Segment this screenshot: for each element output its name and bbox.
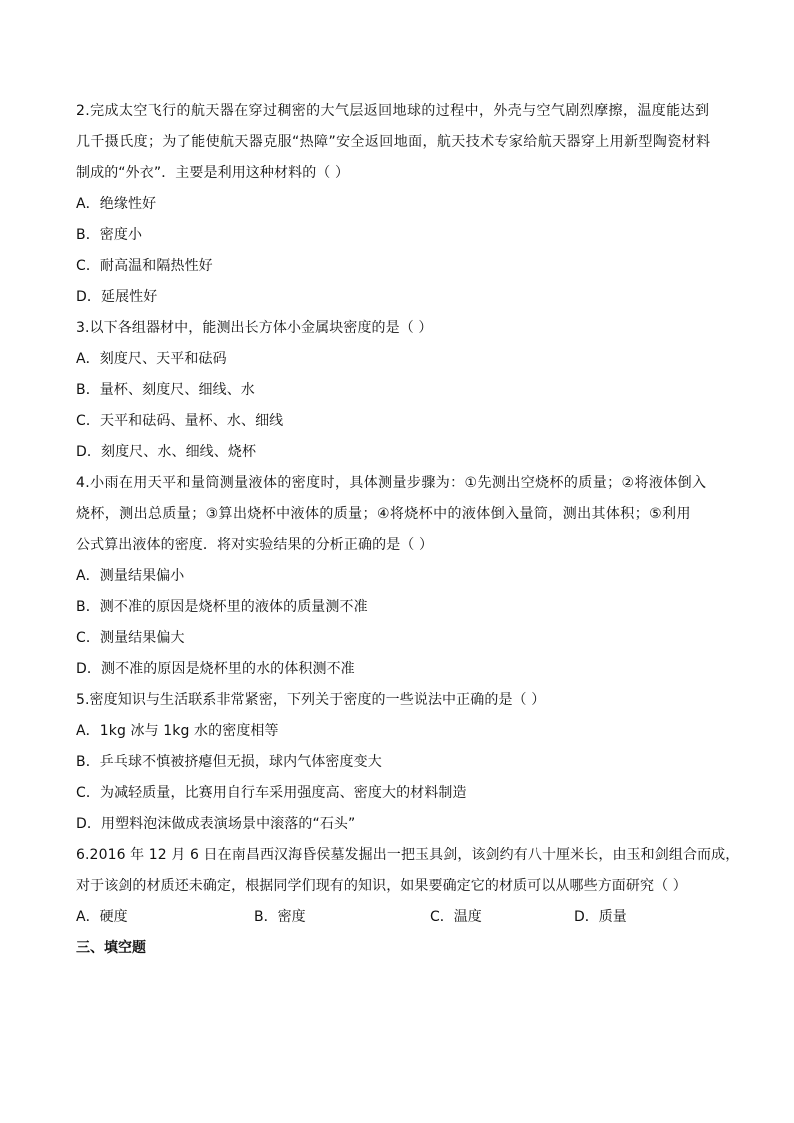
- question-2-stem-line-1: 2.完成太空飞行的航天器在穿过稠密的大气层返回地球的过程中，外壳与空气剧烈摩擦，温度能达到: [76, 103, 710, 119]
- question-3-stem-line-1: 3.以下各组器材中，能测出长方体小金属块密度的是（ ）: [76, 320, 433, 336]
- question-6-option-c: C．温度: [430, 909, 482, 925]
- question-4-option-c: C．测量结果偏大: [76, 630, 185, 646]
- section-heading-fill-in-blank: 三、填空题: [76, 940, 146, 956]
- question-list: [76, 96, 740, 964]
- question-4-option-d: D．测不准的原因是烧杯里的水的体积测不准: [76, 661, 355, 677]
- question-4-option-b: B．测不准的原因是烧杯里的液体的质量测不准: [76, 599, 368, 615]
- question-5-option-a: A．1kg 冰与 1kg 水的密度相等: [76, 723, 279, 739]
- question-6-option-b: B．密度: [254, 909, 306, 925]
- question-5: [76, 685, 726, 840]
- question-4-stem-line-1: 4.小雨在用天平和量筒测量液体的密度时，具体测量步骤为：①先测出空烧杯的质量；②将液体倒入: [76, 475, 707, 491]
- question-2-option-a: A．绝缘性好: [76, 196, 157, 212]
- question-6-option-a: A．硬度: [76, 909, 128, 925]
- question-5-option-b: B．乒乓球不慎被挤瘪但无损，球内气体密度变大: [76, 754, 382, 770]
- question-2-option-c: C．耐高温和隔热性好: [76, 258, 213, 274]
- question-5-stem-line-1: 5.密度知识与生活联系非常紧密，下列关于密度的一些说法中正确的是（ ）: [76, 692, 546, 708]
- question-3: [76, 313, 726, 468]
- question-2-stem-line-3: 制成的“外衣”．主要是利用这种材料的（ ）: [76, 165, 350, 181]
- question-2-option-d: D．延展性好: [76, 289, 158, 305]
- question-6-stem-line-1: 6.2016 年 12 月 6 日在南昌西汉海昏侯墓发掘出一把玉具剑，该剑约有八十厘米长，由玉和剑组合而成，: [76, 847, 740, 863]
- question-6-option-d: D．质量: [574, 909, 627, 925]
- question-5-option-c: C．为减轻质量，比赛用自行车采用强度高、密度大的材料制造: [76, 785, 467, 801]
- question-6: [76, 840, 740, 933]
- question-3-option-a: A．刻度尺、天平和砝码: [76, 351, 227, 367]
- question-5-option-d: D．用塑料泡沫做成表演场景中滚落的“石头”: [76, 816, 356, 832]
- question-6-stem-line-2: 对于该剑的材质还未确定，根据同学们现有的知识，如果要确定它的材质可以从哪些方面研究（ ）: [76, 878, 687, 894]
- question-4-stem-line-2: 烧杯，测出总质量；③算出烧杯中液体的质量；④将烧杯中的液体倒入量筒，测出其体积；⑤利用: [76, 506, 691, 522]
- question-2: [76, 96, 726, 313]
- question-4: [76, 468, 726, 685]
- question-6-options: [76, 902, 726, 933]
- question-4-stem-line-3: 公式算出液体的密度．将对实验结果的分析正确的是（ ）: [76, 537, 434, 553]
- question-2-option-b: B．密度小: [76, 227, 143, 243]
- question-3-option-b: B．量杯、刻度尺、细线、水: [76, 382, 255, 398]
- question-2-stem-line-2: 几千摄氏度；为了能使航天器克服“热障”安全返回地面，航天技术专家给航天器穿上用新型陶瓷材料: [76, 134, 711, 150]
- question-4-option-a: A．测量结果偏小: [76, 568, 185, 584]
- question-3-option-c: C．天平和砝码、量杯、水、细线: [76, 413, 284, 429]
- question-3-option-d: D．刻度尺、水、细线、烧杯: [76, 444, 257, 460]
